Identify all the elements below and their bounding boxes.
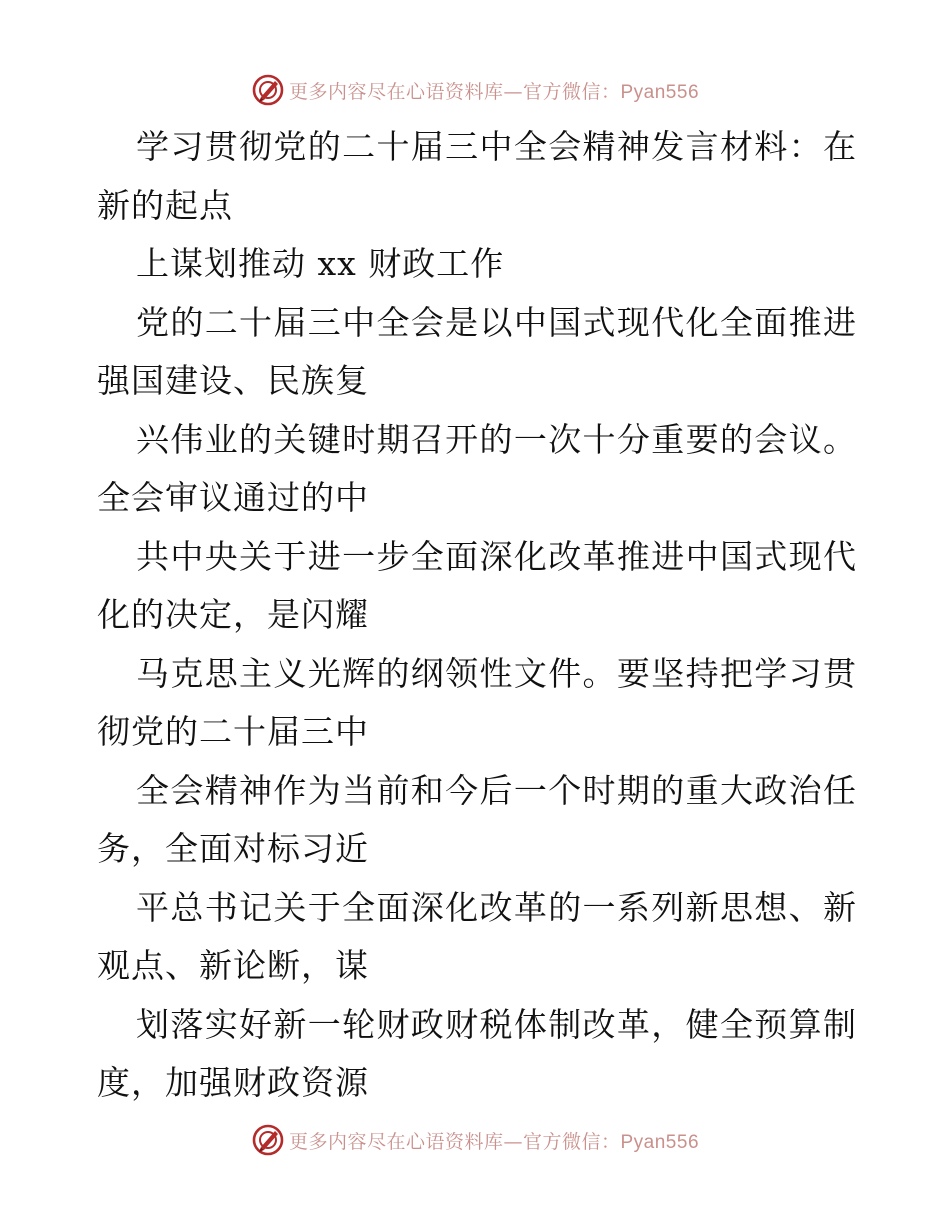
footer-banner-account: Pyan556 [620, 1131, 700, 1153]
paragraph-7: 全会精神作为当前和今后一个时期的重大政治任务，全面对标习近 [97, 770, 857, 868]
xinyu-logo-icon [251, 73, 285, 107]
footer-banner [0, 1120, 950, 1160]
header-banner-text [289, 77, 699, 104]
paragraph-1: 学习贯彻党的二十届三中全会精神发言材料：在新的起点 [97, 127, 857, 225]
paragraph-5: 共中央关于进一步全面深化改革推进中国式现代化的决定，是闪耀 [97, 536, 857, 634]
document-body [97, 118, 857, 1113]
header-banner-label: 更多内容尽在心语资料库—官方微信： [288, 80, 621, 103]
paragraph-4: 兴伟业的关键时期召开的一次十分重要的会议。全会审议通过的中 [97, 419, 857, 517]
paragraph-3: 党的二十届三中全会是以中国式现代化全面推进强国建设、民族复 [97, 302, 857, 400]
header-banner [0, 70, 950, 110]
footer-banner-text [289, 1127, 699, 1154]
paragraph-2: 上谋划推动 xx 财政工作 [136, 244, 505, 283]
paragraph-8: 平总书记关于全面深化改革的一系列新思想、新观点、新论断，谋 [97, 887, 857, 985]
header-banner-account: Pyan556 [620, 81, 700, 103]
footer-banner-inner [251, 1123, 699, 1157]
paragraph-9: 划落实好新一轮财政财税体制改革，健全预算制度，加强财政资源 [97, 1004, 857, 1102]
xinyu-logo-icon [251, 1123, 285, 1157]
paragraph-6: 马克思主义光辉的纲领性文件。要坚持把学习贯彻党的二十届三中 [97, 653, 857, 751]
header-banner-inner [251, 73, 699, 107]
footer-banner-label: 更多内容尽在心语资料库—官方微信： [288, 1130, 621, 1153]
